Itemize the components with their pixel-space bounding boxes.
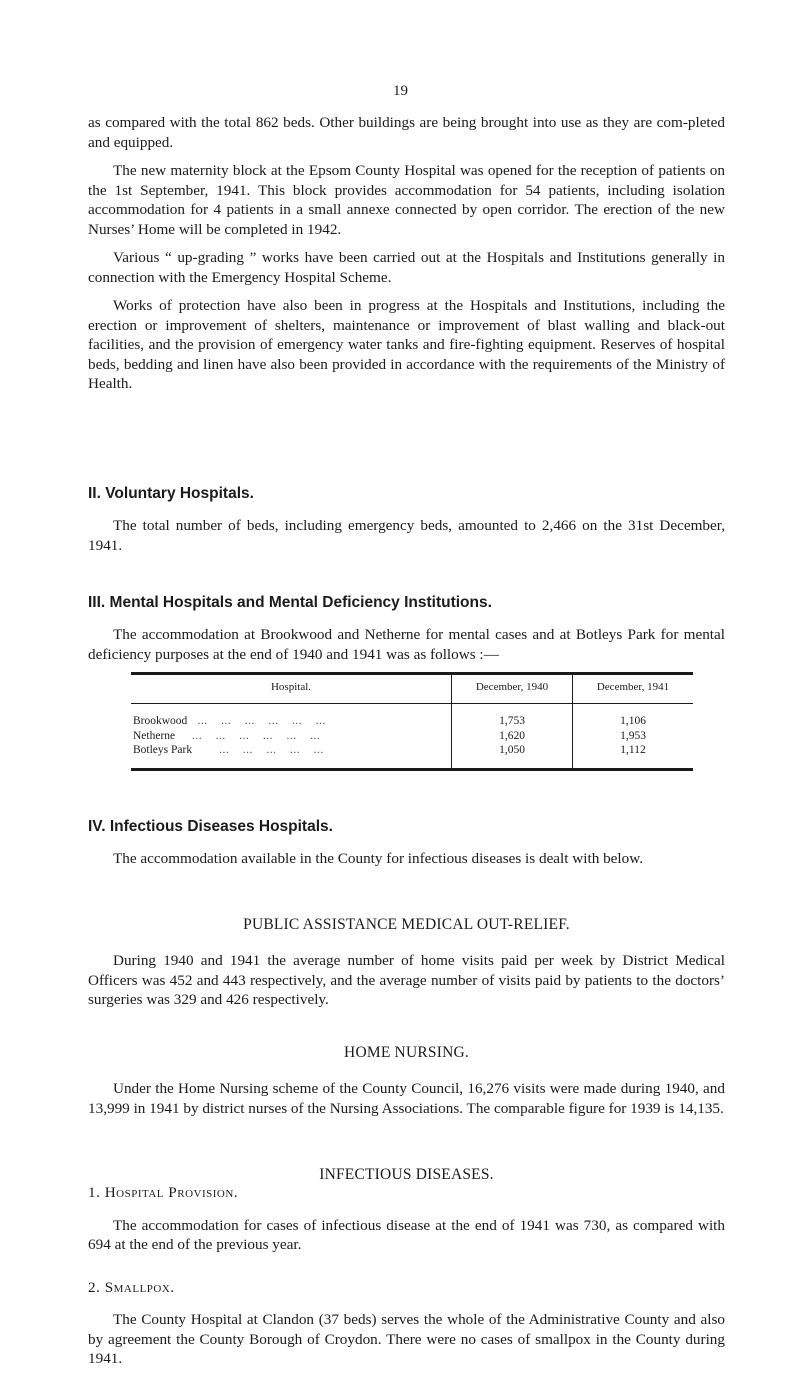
- table-row: Brookwood ... ... ... ... ... ... 1,753 1,106: [131, 704, 693, 729]
- accommodation-table: [131, 672, 693, 771]
- section-heading: PUBLIC ASSISTANCE MEDICAL OUT-RELIEF.: [243, 916, 570, 933]
- subsection-text: The County Hospital at Clandon (37 beds) serves the whole of the Administrative County and also by agreement the County Borough of Croydon. There were no cases of smallpox in the County during 1941.: [88, 1311, 725, 1367]
- paragraph-protection-works: Works of protection have also been in progress at the Hospitals and Institutions, including the erection or improvement of shelters, maintenance or improvement of blast walling and black-out facilities, and the provision of emergency water tanks and fire-fighting equipment. Reserves of hospital beds, bedding and linen have also been provided in accordance with the requirements of the Ministry of Health.: [88, 297, 725, 392]
- section-text: The accommodation available in the County for infectious diseases is dealt with below.: [113, 850, 644, 867]
- section-heading: INFECTIOUS DISEASES.: [319, 1166, 494, 1183]
- intro-section: [88, 113, 725, 394]
- section-infectious-diseases: [88, 1166, 725, 1369]
- column-header: Hospital.: [131, 675, 452, 704]
- hospital-name: Botleys Park: [133, 744, 193, 756]
- section-outrelief: [88, 916, 725, 1010]
- section-infectious-hospitals: [88, 818, 725, 869]
- cell-dec1940: 1,753: [452, 704, 573, 729]
- section-mental-hospitals: [88, 594, 725, 664]
- paragraph-continuation: as compared with the total 862 beds. Other buildings are being brought into use as they are com-pleted and equipped.: [88, 114, 725, 151]
- accommodation-table-wrapper: [88, 672, 725, 771]
- table-header-row: [131, 675, 693, 704]
- table-row: Botleys Park ... ... ... ... ... 1,050 1,112: [131, 743, 693, 769]
- subsection-heading: 1. Hospital Provision.: [88, 1184, 239, 1201]
- section-heading: II. Voluntary Hospitals.: [88, 485, 254, 502]
- section-text: During 1940 and 1941 the average number of home visits paid per week by District Medical Officers was 452 and 443 respectively, and the average number of visits paid by patients to the doctors’ surgeries was 329 and 426 respectively.: [88, 952, 725, 1008]
- cell-dec1940: 1,620: [452, 729, 573, 744]
- section-heading: HOME NURSING.: [344, 1044, 469, 1061]
- section-text: The total number of beds, including emergency beds, amounted to 2,466 on the 31st December, 1941.: [88, 517, 725, 554]
- cell-dec1940: 1,050: [452, 743, 573, 769]
- section-voluntary-hospitals: [88, 485, 725, 555]
- section-home-nursing: [88, 1044, 725, 1118]
- page-number: 19: [393, 83, 408, 99]
- subsection-heading: 2. Smallpox.: [88, 1278, 175, 1296]
- hospital-name: Netherne: [133, 729, 176, 742]
- cell-dec1941: 1,112: [573, 743, 694, 769]
- hospital-name: Brookwood: [133, 715, 188, 727]
- column-header: December, 1940: [452, 675, 573, 704]
- section-text: Under the Home Nursing scheme of the County Council, 16,276 visits were made during 1940, and 13,999 in 1941 by district nurses of the Nursing Associations. The comparable figure for 1939 is 14,135.: [88, 1080, 725, 1117]
- cell-dec1941: 1,953: [573, 729, 694, 744]
- subsection-text: The accommodation for cases of infectious disease at the end of 1941 was 730, as compared with 694 at the end of the previous year.: [88, 1216, 725, 1253]
- paragraph-maternity-block: The new maternity block at the Epsom County Hospital was opened for the reception of patients on the 1st September, 1941. This block provides accommodation for 54 patients, including isolation accommodation for 4 patients in a small annexe connected by open corridor. The erection of the new Nurses’ Home will be completed in 1942.: [88, 162, 725, 238]
- table-row: Netherne ... ... ... ... ... ... 1,620 1,953: [131, 729, 693, 744]
- column-header: December, 1941: [573, 675, 694, 704]
- cell-dec1941: 1,106: [573, 704, 694, 729]
- section-heading: IV. Infectious Diseases Hospitals.: [88, 818, 333, 835]
- section-heading: III. Mental Hospitals and Mental Deficiency Institutions.: [88, 594, 492, 611]
- section-text: The accommodation at Brookwood and Netherne for mental cases and at Botleys Park for mental deficiency purposes at the end of 1940 and 1941 was as follows :—: [88, 626, 725, 663]
- paragraph-up-grading: Various “ up-grading ” works have been carried out at the Hospitals and Institutions generally in connection with the Emergency Hospital Scheme.: [88, 249, 725, 286]
